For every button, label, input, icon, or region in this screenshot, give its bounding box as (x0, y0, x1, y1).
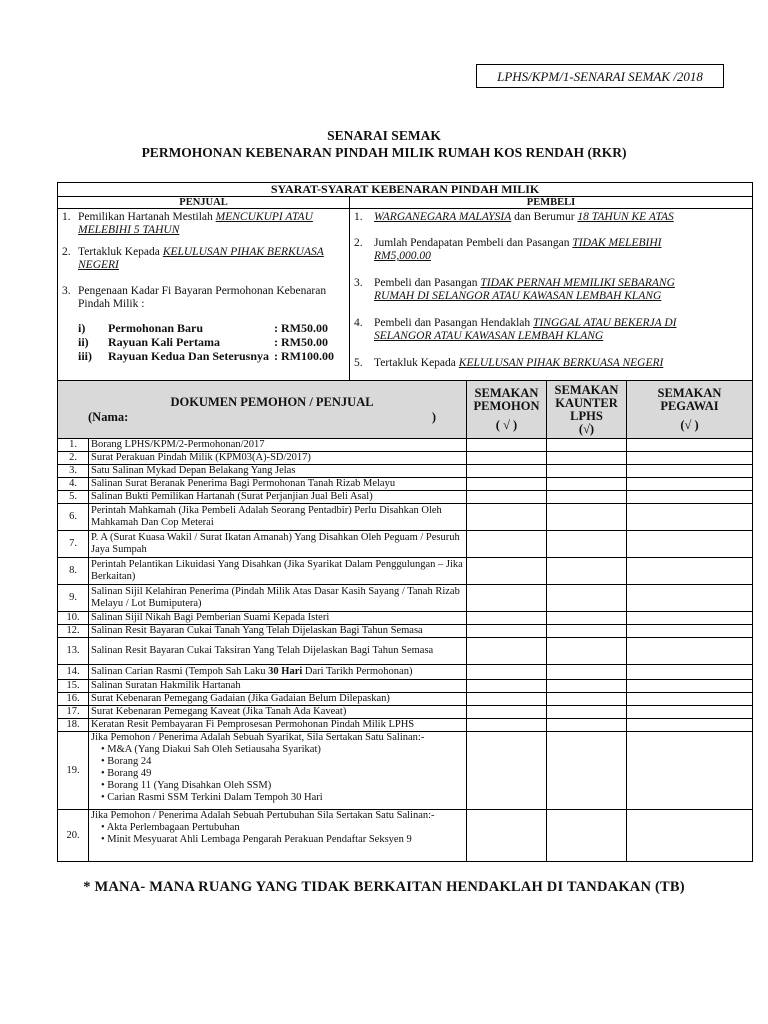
check-officer-cell[interactable] (627, 585, 753, 612)
check-applicant-cell[interactable] (467, 625, 547, 638)
check-counter-cell[interactable] (547, 452, 627, 465)
table-row (58, 732, 753, 810)
row-number: 17. (58, 706, 89, 719)
document-description: Salinan Resit Bayaran Cukai Taksiran Yang Telah Dijelaskan Bagi Tahun Semasa (89, 638, 467, 665)
table-row (58, 665, 753, 680)
check-applicant-cell[interactable] (467, 612, 547, 625)
table-row (58, 504, 753, 531)
document-description: Surat Kebenaran Pemegang Gadaian (Jika Gadaian Belum Dilepaskan) (89, 693, 467, 706)
check-applicant-cell[interactable] (467, 693, 547, 706)
fee-label: Rayuan Kali Pertama (108, 335, 220, 349)
table-row (58, 439, 753, 452)
buyer-condition-2: Jumlah Pendapatan Pembeli dan Pasangan TIDAK MELEBIHI RM5,000.00 (374, 237, 662, 262)
document-description: Jika Pemohon / Penerima Adalah Sebuah Pertubuhan Sila Sertakan Satu Salinan:- • Akta Perlembagaan Pertubuhan • Minit Mesyuarat Ahli Lembaga Pengarah Perakuan Pendaftar Seksyen 9 (89, 810, 467, 862)
conditions-heading: SYARAT-SYARAT KEBENARAN PINDAH MILIK (58, 183, 753, 197)
row-number: 7. (58, 531, 89, 558)
row-number: 3. (58, 465, 89, 478)
fee-label: Permohonan Baru (108, 321, 204, 335)
check-counter-cell[interactable] (547, 680, 627, 693)
seller-item-number: 1. (62, 211, 71, 223)
check-officer-cell[interactable] (627, 478, 753, 491)
document-description: Perintah Mahkamah (Jika Pembeli Adalah Seorang Pentadbir) Perlu Disahkan Oleh Mahkamah Dan Cop Meterai (89, 504, 467, 531)
check-applicant-cell[interactable] (467, 680, 547, 693)
fee-number: ii) (78, 335, 89, 349)
check-applicant-cell[interactable] (467, 452, 547, 465)
table-row (58, 452, 753, 465)
row-number: 16. (58, 693, 89, 706)
check-applicant-cell[interactable] (467, 706, 547, 719)
document-description: Borang LPHS/KPM/2-Permohonan/2017 (89, 439, 467, 452)
check-applicant-cell[interactable] (467, 439, 547, 452)
check-officer-cell[interactable] (627, 706, 753, 719)
check-counter-header: SEMAKAN KAUNTER LPHS (√) (547, 381, 627, 439)
footer-note: * MANA- MANA RUANG YANG TIDAK BERKAITAN HENDAKLAH DI TANDAKAN (TB) (83, 879, 685, 895)
buyer-item-number: 1. (354, 211, 363, 223)
buyer-condition-1: WARGANEGARA MALAYSIA dan Berumur 18 TAHUN KE ATAS (374, 211, 674, 223)
row-number: 4. (58, 478, 89, 491)
table-row (58, 478, 753, 491)
buyer-heading: PEMBELI (350, 197, 753, 209)
check-officer-cell[interactable] (627, 680, 753, 693)
check-applicant-header: SEMAKAN PEMOHON ( √ ) (467, 381, 547, 439)
seller-item-number: 2. (62, 246, 71, 258)
fee-label: Rayuan Kedua Dan Seterusnya (108, 349, 270, 363)
check-counter-cell[interactable] (547, 719, 627, 732)
fee-amount: : RM50.00 (274, 321, 328, 335)
seller-condition-2: Tertakluk Kepada KELULUSAN PIHAK BERKUASA NEGERI (78, 246, 324, 271)
check-applicant-cell[interactable] (467, 558, 547, 585)
check-counter-cell[interactable] (547, 810, 627, 862)
row-number: 19. (58, 732, 89, 810)
form-reference-code: LPHS/KPM/1-SENARAI SEMAK /2018 (476, 64, 724, 88)
check-counter-cell[interactable] (547, 625, 627, 638)
row-number: 13. (58, 638, 89, 665)
row-number: 12. (58, 625, 89, 638)
table-row (58, 625, 753, 638)
document-sub-item: • Carian Rasmi SSM Terkini Dalam Tempoh 30 Hari (101, 792, 323, 803)
row-number: 1. (58, 439, 89, 452)
document-description: Salinan Bukti Pemilikan Hartanah (Surat Perjanjian Jual Beli Asal) (89, 491, 467, 504)
fee-number: iii) (78, 349, 92, 363)
document-description: Surat Perakuan Pindah Milik (KPM03(A)-SD/2017) (89, 452, 467, 465)
check-applicant-cell[interactable] (467, 491, 547, 504)
document-description: Jika Pemohon / Penerima Adalah Sebuah Syarikat, Sila Sertakan Satu Salinan:- • M&A (Yang Diakui Sah Oleh Setiausaha Syarikat) • Borang 24 • Borang 49 • Borang 11 (Yang Disahkan Oleh SSM) • Carian Rasmi SSM Terkini Dalam Tempoh 30 Hari (89, 732, 467, 810)
check-officer-cell[interactable] (627, 638, 753, 665)
check-counter-cell[interactable] (547, 504, 627, 531)
check-applicant-cell[interactable] (467, 638, 547, 665)
check-applicant-cell[interactable] (467, 531, 547, 558)
check-counter-cell[interactable] (547, 558, 627, 585)
documents-heading-cell (58, 381, 467, 439)
seller-condition-3: Pengenaan Kadar Fi Bayaran Permohonan Kebenaran Pindah Milik : (78, 285, 327, 310)
check-applicant-cell[interactable] (467, 732, 547, 810)
seller-condition-1: Pemilikan Hartanah Mestilah MENCUKUPI ATAU MELEBIHI 5 TAHUN (78, 211, 313, 236)
row-number: 14. (58, 665, 89, 680)
check-officer-cell[interactable] (627, 452, 753, 465)
check-officer-cell[interactable] (627, 504, 753, 531)
document-description: P. A (Surat Kuasa Wakil / Surat Ikatan Amanah) Yang Disahkan Oleh Peguam / Pesuruh Jaya Sumpah (89, 531, 467, 558)
document-description: Salinan Sijil Nikah Bagi Pemberian Suami Kepada Isteri (89, 612, 467, 625)
document-sub-item: • M&A (Yang Diakui Sah Oleh Setiausaha Syarikat) (101, 744, 321, 755)
check-counter-cell[interactable] (547, 585, 627, 612)
documents-heading: DOKUMEN PEMOHON / PENJUAL (170, 394, 374, 409)
check-counter-cell[interactable] (547, 478, 627, 491)
seller-item-number: 3. (62, 285, 71, 297)
check-counter-cell[interactable] (547, 706, 627, 719)
table-row (58, 491, 753, 504)
check-counter-cell[interactable] (547, 665, 627, 680)
check-officer-cell[interactable] (627, 732, 753, 810)
row-number: 20. (58, 810, 89, 862)
row-number: 9. (58, 585, 89, 612)
table-row (58, 810, 753, 862)
table-row (58, 465, 753, 478)
document-sub-item: • Borang 49 (101, 768, 152, 779)
check-officer-cell[interactable] (627, 665, 753, 680)
check-applicant-cell[interactable] (467, 504, 547, 531)
document-description: Salinan Carian Rasmi (Tempoh Sah Laku 30 Hari Dari Tarikh Permohonan) (89, 665, 467, 680)
table-row (58, 531, 753, 558)
table-row (58, 558, 753, 585)
check-officer-cell[interactable] (627, 612, 753, 625)
conditions-table (57, 182, 753, 382)
document-description: Salinan Sijil Kelahiran Penerima (Pindah Milik Atas Dasar Kasih Sayang / Tanah Rizab Melayu / Lot Bumiputera) (89, 585, 467, 612)
document-sub-item: • Borang 11 (Yang Disahkan Oleh SSM) (101, 780, 272, 791)
check-officer-cell[interactable] (627, 558, 753, 585)
check-officer-header: SEMAKAN PEGAWAI (√ ) (627, 381, 753, 439)
table-row (58, 680, 753, 693)
document-description: Perintah Pelantikan Likuidasi Yang Disahkan (Jika Syarikat Dalam Penggulungan – Jika Berkaitan) (89, 558, 467, 585)
check-officer-cell[interactable] (627, 491, 753, 504)
seller-heading: PENJUAL (58, 197, 350, 209)
document-sub-item: • Minit Mesyuarat Ahli Lembaga Pengarah Perakuan Pendaftar Seksyen 9 (101, 834, 412, 845)
documents-checklist-table (57, 380, 753, 862)
check-counter-cell[interactable] (547, 693, 627, 706)
check-counter-cell[interactable] (547, 531, 627, 558)
check-officer-cell[interactable] (627, 439, 753, 452)
document-description: Salinan Suratan Hakmilik Hartanah (89, 680, 467, 693)
fee-number: i) (78, 321, 86, 335)
table-row (58, 612, 753, 625)
page-subtitle: PERMOHONAN KEBENARAN PINDAH MILIK RUMAH KOS RENDAH (RKR) (141, 145, 627, 160)
row-number: 2. (58, 452, 89, 465)
table-row (58, 585, 753, 612)
check-applicant-cell[interactable] (467, 665, 547, 680)
buyer-item-number: 4. (354, 317, 363, 329)
check-officer-cell[interactable] (627, 810, 753, 862)
row-number: 6. (58, 504, 89, 531)
document-description: Salinan Surat Beranak Penerima Bagi Permohonan Tanah Rizab Melayu (89, 478, 467, 491)
check-applicant-cell[interactable] (467, 810, 547, 862)
check-officer-cell[interactable] (627, 531, 753, 558)
row-number: 15. (58, 680, 89, 693)
check-officer-cell[interactable] (627, 719, 753, 732)
check-counter-cell[interactable] (547, 439, 627, 452)
check-counter-cell[interactable] (547, 491, 627, 504)
table-row (58, 693, 753, 706)
check-applicant-cell[interactable] (467, 719, 547, 732)
table-row (58, 706, 753, 719)
document-sub-item: • Borang 24 (101, 756, 152, 767)
check-counter-cell[interactable] (547, 465, 627, 478)
buyer-condition-5: Tertakluk Kepada KELULUSAN PIHAK BERKUASA NEGERI (374, 357, 664, 369)
buyer-item-number: 5. (354, 357, 363, 369)
buyer-conditions (350, 209, 753, 382)
document-description: Satu Salinan Mykad Depan Belakang Yang Jelas (89, 465, 467, 478)
check-applicant-cell[interactable] (467, 465, 547, 478)
fee-amount: : RM100.00 (274, 349, 334, 363)
seller-conditions (58, 209, 350, 382)
check-officer-cell[interactable] (627, 625, 753, 638)
table-row (58, 638, 753, 665)
check-applicant-cell[interactable] (467, 585, 547, 612)
row-number: 5. (58, 491, 89, 504)
document-description: Salinan Resit Bayaran Cukai Tanah Yang Telah Dijelaskan Bagi Tahun Semasa (89, 625, 467, 638)
applicant-name-label: (Nama: (88, 409, 129, 424)
fee-amount: : RM50.00 (274, 335, 328, 349)
document-sub-item: • Akta Perlembagaan Pertubuhan (101, 822, 240, 833)
buyer-condition-3: Pembeli dan Pasangan TIDAK PERNAH MEMILIKI SEBARANG RUMAH DI SELANGOR ATAU KAWASAN LEMBAH KLANG (374, 277, 675, 302)
check-counter-cell[interactable] (547, 732, 627, 810)
applicant-name-close: ) (431, 409, 436, 424)
check-officer-cell[interactable] (627, 693, 753, 706)
check-applicant-cell[interactable] (467, 478, 547, 491)
buyer-item-number: 2. (354, 237, 363, 249)
row-number: 8. (58, 558, 89, 585)
check-officer-cell[interactable] (627, 465, 753, 478)
row-number: 18. (58, 719, 89, 732)
page-title: SENARAI SEMAK (327, 128, 441, 143)
document-description: Surat Kebenaran Pemegang Kaveat (Jika Tanah Ada Kaveat) (89, 706, 467, 719)
table-row (58, 719, 753, 732)
buyer-condition-4: Pembeli dan Pasangan Hendaklah TINGGAL ATAU BEKERJA DI SELANGOR ATAU KAWASAN LEMBAH KLANG (374, 317, 677, 342)
buyer-item-number: 3. (354, 277, 363, 289)
check-counter-cell[interactable] (547, 638, 627, 665)
row-number: 10. (58, 612, 89, 625)
check-counter-cell[interactable] (547, 612, 627, 625)
document-description: Keratan Resit Pembayaran Fi Pemprosesan Permohonan Pindah Milik LPHS (89, 719, 467, 732)
